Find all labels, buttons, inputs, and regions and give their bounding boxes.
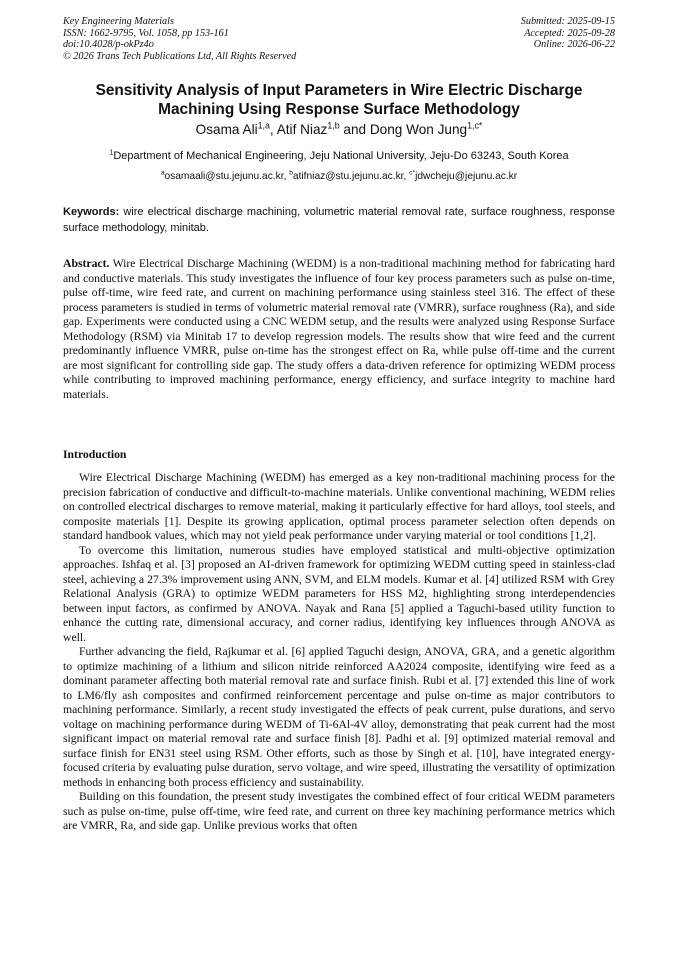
intro-paragraph: Building on this foundation, the present study investigates the combined effect of four critical WEDM parameters such as pulse on-time, pulse off-time, wire feed rate, and current on three key machining performance metrics which are VMRR, Ra, and side gap. Unlike previous works that often [63, 790, 615, 832]
author-affiliation-mark: 1,c* [467, 120, 483, 131]
title-line-2: Machining Using Response Surface Methodology [158, 101, 520, 118]
title-line-1: Sensitivity Analysis of Input Parameters in Wire Electric Discharge [95, 82, 583, 99]
affiliation [40, 149, 638, 163]
journal-name: Key Engineering Materials [63, 16, 174, 27]
author-name: Osama Ali [195, 122, 258, 137]
author-separator: and [339, 122, 370, 137]
submitted-date: Submitted: 2025-09-15 [520, 16, 615, 27]
affiliation-mark: 1 [109, 148, 114, 157]
author-emails [40, 170, 638, 184]
copyright: © 2026 Trans Tech Publications Ltd, All Rights Reserved [63, 50, 297, 62]
author-list [63, 121, 615, 138]
issn-volume: ISSN: 1662-9795, Vol. 1058, pp 153-161 [63, 27, 229, 39]
abstract-text: Wire Electrical Discharge Machining (WEDM) is a non-traditional machining method for fabricating hard and conductive materials. This study investigates the influence of four key process parameters such as pulse on-time, pulse off-time, wire feed rate, and current on machining performance using stainless steel 316. The effect of these process parameters is studied in terms of volumetric material removal rate (VMRR), surface roughness (Ra), and side gap. Experiments were conducted using a CNC WEDM setup, and the results were analyzed using Response Surface Methodology (RSM) via Minitab 17 to develop regression models. The results show that wire feed and the current predominantly influence VMRR, pulse on-time has the strongest effect on Ra, while pulse off-time and the current are most significant for controlling side gap. The study offers a data-driven reference for optimizing WEDM process while contributing to improved machining performance, energy efficiency, and surface integrity to machine hard materials. [63, 257, 615, 401]
email-mark: a [160, 169, 165, 177]
email-address: osamaali@stu.jejunu.ac.kr, [164, 171, 290, 182]
section-heading-introduction: Introduction [63, 448, 127, 461]
intro-paragraph: To overcome this limitation, numerous studies have employed statistical and multi-objective optimization approaches. Ishfaq et al. [3] proposed an AI-driven framework for optimizing WEDM cutting speed in stainless-clad steel, achieving a 27.3% improvement using ANN, SVM, and ELM models. Kumar et al. [4] utilized RSM with Grey Relational Analysis (GRA) to optimize WEDM parameters for HSS M2, highlighting strong interdependencies between input factors, as confirmed by ANOVA. Nayak and Rana [5] applied a Taguchi-based utility function to enhance the cutting rate, dimensional accuracy, and corner radius, identifying key influences through ANOVA as well. [63, 543, 615, 644]
intro-paragraph: Further advancing the field, Rajkumar et al. [6] applied Taguchi design, ANOVA, GRA, and a genetic algorithm to optimize machining of a lithium and silicon nitride reinforced AA2024 composite, identifying wire feed as a dominant parameter affecting both material removal rate and surface finish. Rubi et al. [7] extended this line of work to LM6/fly ash composites and confirmed reinforcement percentage and pulse on-time as major contributors to machining performance. Similarly, a recent study investigated the effects of peak current, pulse durations, and servo voltage on machining performance during WEDM of Ti-6Al-4V alloy, demonstrating that peak current had the most significant impact on material removal rate and surface finish [8]. Padhi et al. [9] optimized material removal and surface finish for EN31 steel using RSM. Other efforts, such as those by Singh et al. [10], have integrated energy-focused criteria by evaluating pulse duration, servo voltage, and wire speed, illustrating the versatility of optimization methods in enhancing both process efficiency and sustainability. [63, 645, 615, 789]
author-name: Dong Won Jung [369, 122, 468, 137]
keywords-label: Keywords: [63, 206, 120, 218]
keywords-text: wire electrical discharge machining, volumetric material removal rate, surface roughness, response surface methodology, minitab. [63, 206, 615, 234]
intro-paragraph: Wire Electrical Discharge Machining (WEDM) has emerged as a key non-traditional machining process for the precision fabrication of conductive and difficult-to-machine materials. Unlike conventional machining, WEDM relies on controlled electrical discharges to remove material, making it particularly effective for hard alloys, tool steels, and composite materials [1]. Despite its growing application, optimal process parameter selection often depends on standard handbook values, which may not yield peak performance under varying material or tool conditions [1,2]. [63, 471, 615, 542]
online-date: Online: 2026-06-22 [533, 39, 615, 51]
paper-title [63, 81, 615, 119]
publication-dates [521, 16, 615, 51]
publication-info [63, 16, 296, 62]
author-separator: , [269, 122, 277, 137]
abstract-label: Abstract. [63, 257, 110, 270]
doi: doi:10.4028/p-okPz4o [63, 39, 154, 51]
author-affiliation-mark: 1,b [327, 120, 340, 131]
keywords [63, 205, 615, 236]
email-mark: c* [409, 169, 416, 177]
author-affiliation-mark: 1,a [257, 120, 270, 131]
affiliation-text: Department of Mechanical Engineering, Jeju National University, Jeju-Do 63243, South Korea [113, 150, 569, 162]
accepted-date: Accepted: 2025-09-28 [524, 27, 615, 39]
abstract [63, 257, 615, 402]
author-name: Atif Niaz [276, 122, 328, 137]
introduction-body [63, 471, 615, 834]
email-mark: b [289, 169, 293, 177]
email-address: atifniaz@stu.jejunu.ac.kr, [292, 171, 410, 182]
email-address: jdwcheju@jejunu.ac.kr [415, 171, 518, 182]
